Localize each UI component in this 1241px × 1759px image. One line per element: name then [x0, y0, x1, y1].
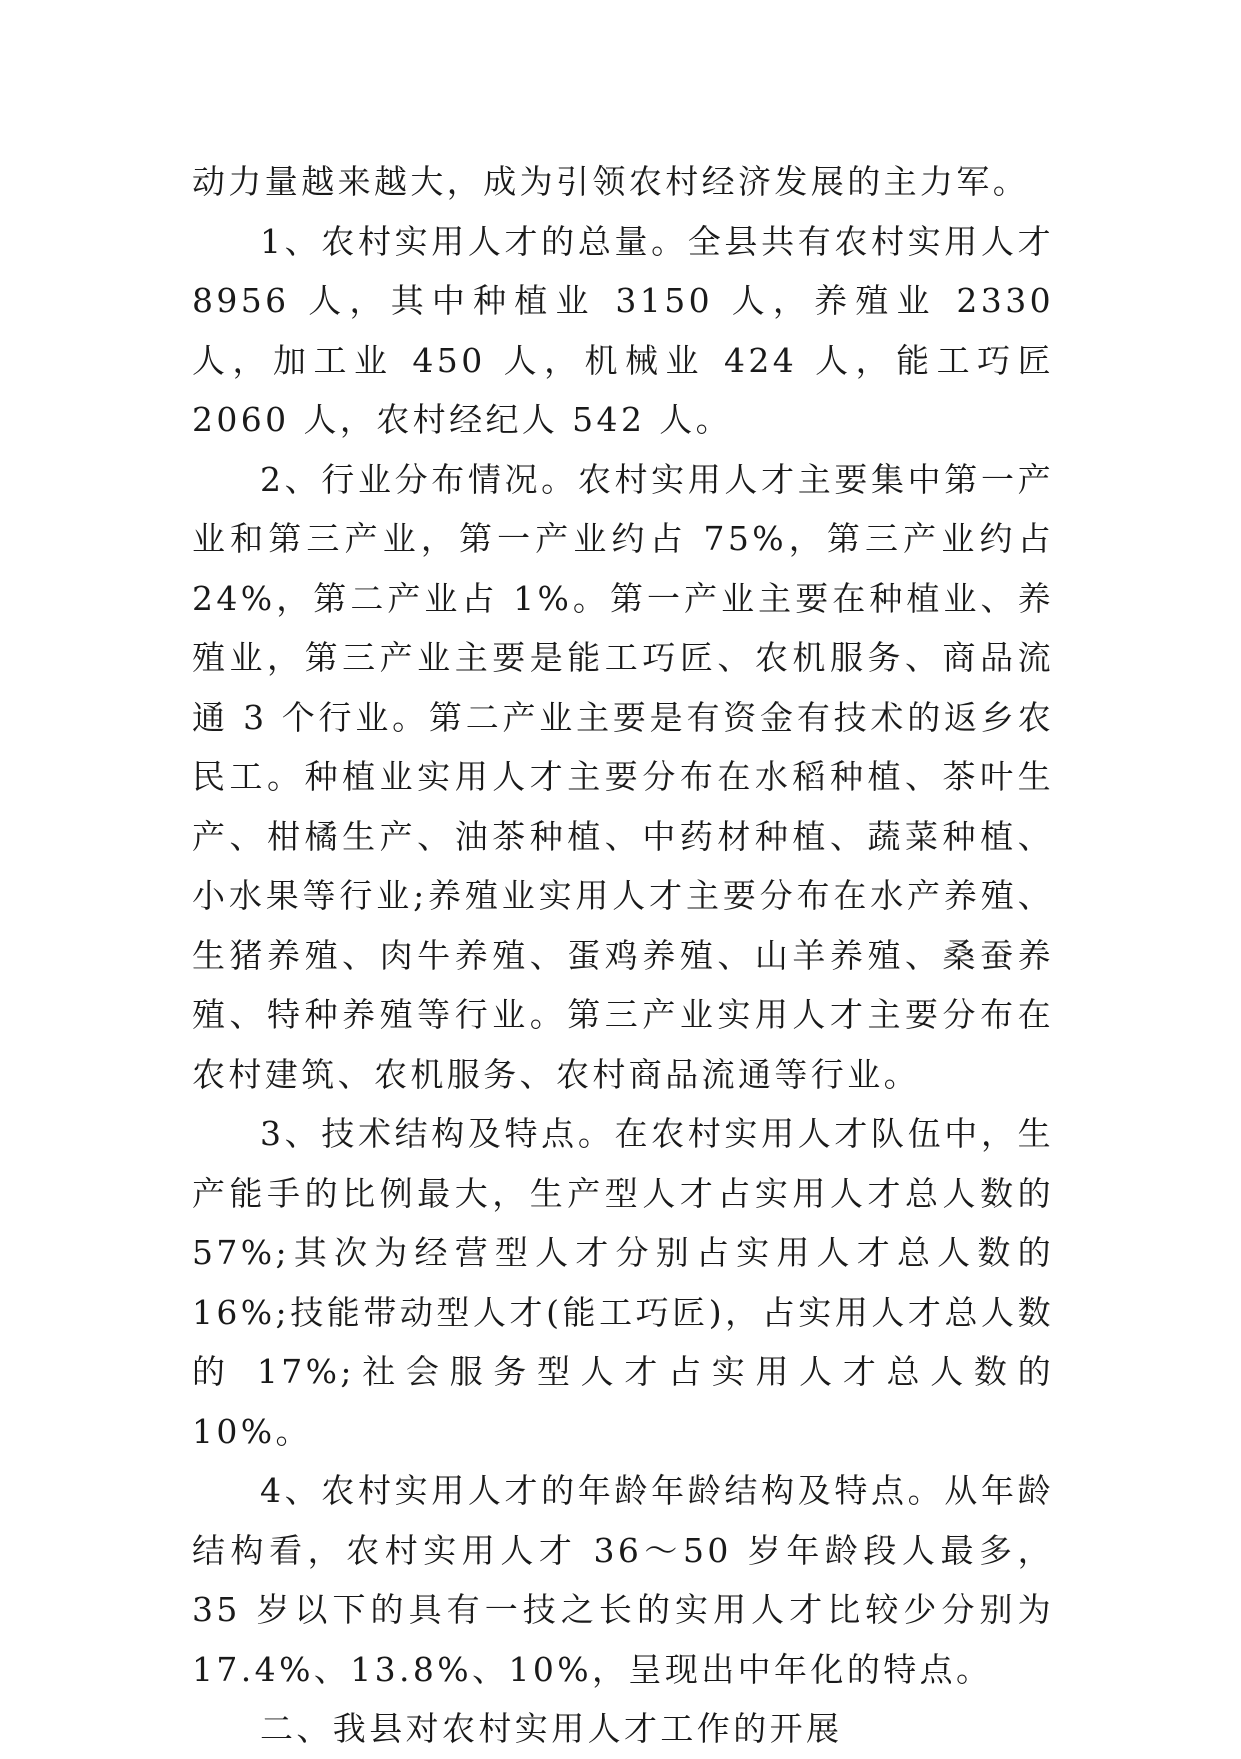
paragraph-talent-total: 1、农村实用人才的总量。全县共有农村实用人才 8956 人，其中种植业 3150 人，养殖业 2330 人，加工业 450 人，机械业 424 人，能工巧匠 2060 人，农村经纪人 542 人。 [192, 221, 1054, 439]
document-page [192, 152, 1054, 1759]
paragraph-age-structure: 4、农村实用人才的年龄年龄结构及特点。从年龄结构看，农村实用人才 36～50 岁年龄段人最多，35 岁以下的具有一技之长的实用人才比较少分别为 17.4%、13.8%、10%，呈现出中年化的特点。 [192, 1471, 1054, 1689]
section-heading: 二、我县对农村实用人才工作的开展 [260, 1709, 843, 1748]
paragraph-skill-structure: 3、技术结构及特点。在农村实用人才队伍中，生产能手的比例最大，生产型人才占实用人才总人数的 57%;其次为经营型人才分别占实用人才总人数的 16%;技能带动型人才(能工巧匠)，占实用人才总人数的 17%;社会服务型人才占实用人才总人数的 10%。 [192, 1114, 1054, 1451]
paragraph-industry-distribution: 2、行业分布情况。农村实用人才主要集中第一产业和第三产业，第一产业约占 75%，第三产业约占 24%，第二产业占 1%。第一产业主要在种植业、养殖业，第三产业主要是能工巧匠、农机服务、商品流通 3 个行业。第二产业主要是有资金有技术的返乡农民工。种植业实用人才主要分布在水稻种植、茶叶生产、柑橘生产、油茶种植、中药材种植、蔬菜种植、小水果等行业;养殖业实用人才主要分布在水产养殖、生猪养殖、肉牛养殖、蛋鸡养殖、山羊养殖、桑蚕养殖、特种养殖等行业。第三产业实用人才主要分布在农村建筑、农机服务、农村商品流通等行业。 [192, 459, 1054, 1094]
paragraph-continuation: 动力量越来越大，成为引领农村经济发展的主力军。 [192, 162, 1030, 201]
